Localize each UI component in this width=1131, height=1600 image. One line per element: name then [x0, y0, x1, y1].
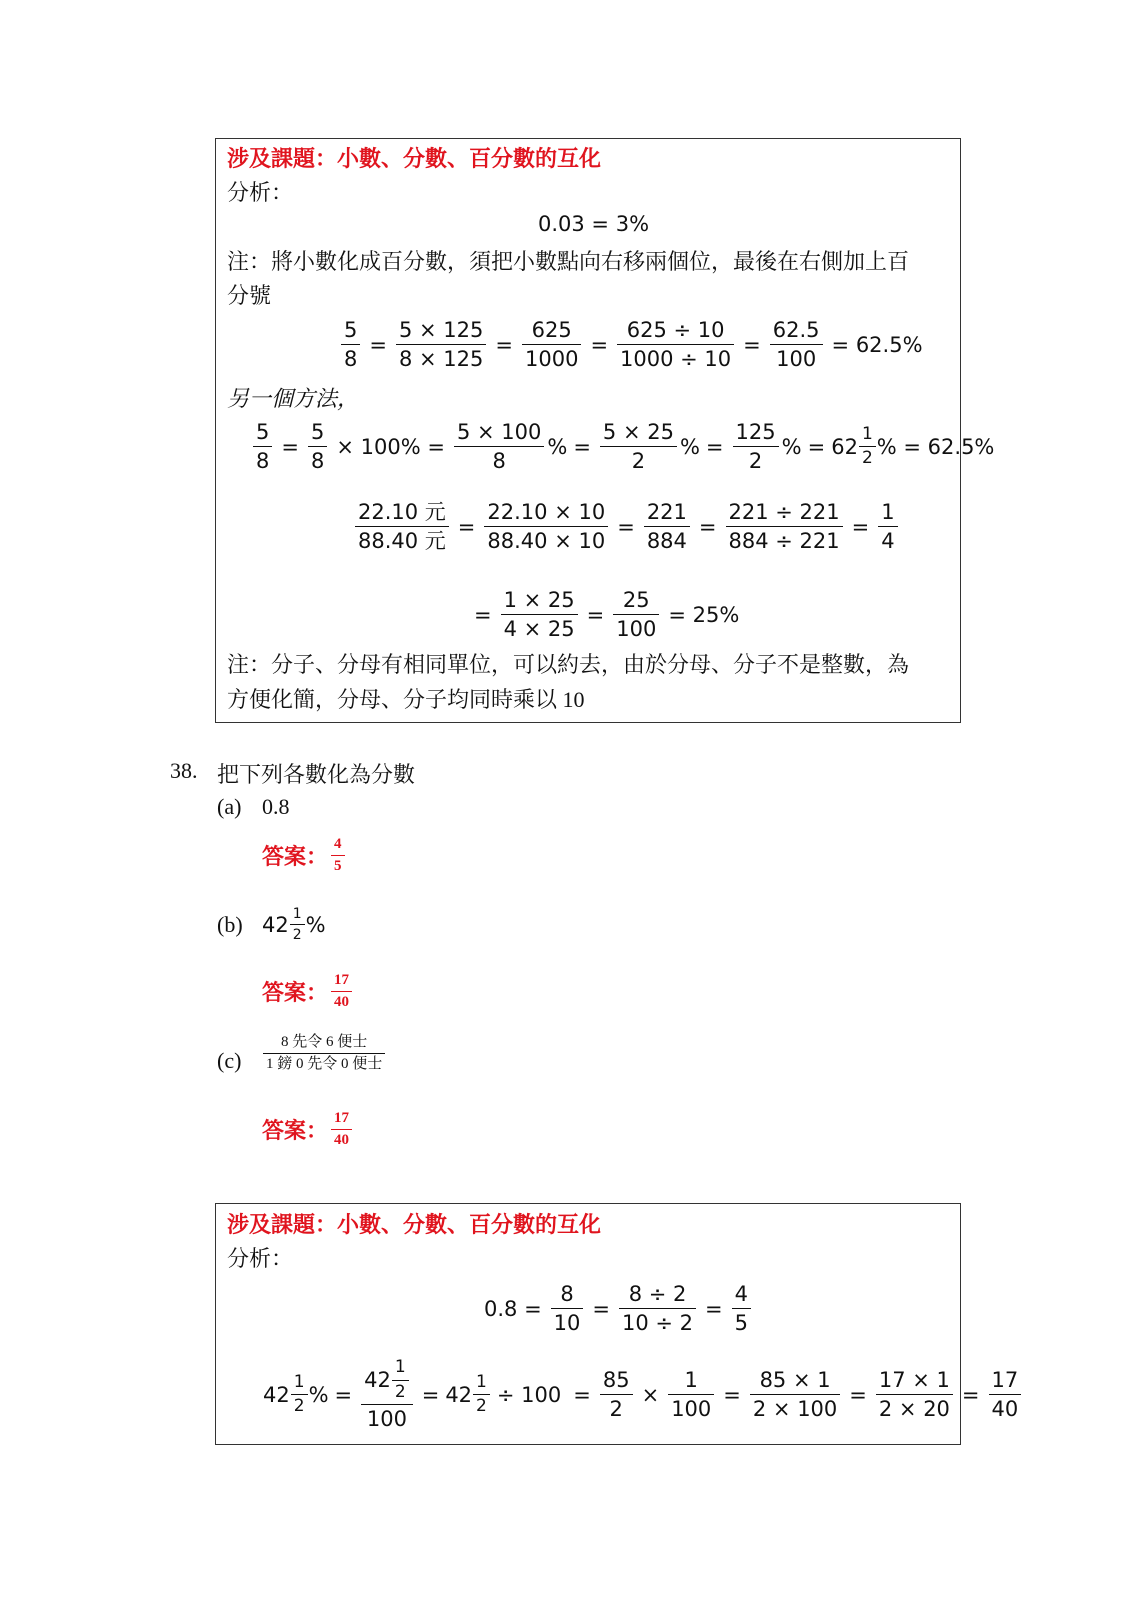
- question-number: 38.: [170, 758, 198, 783]
- equation-money-ratio-continued: = $\frac{1 \times 25}{4 \times 25}$ = $\frac{25}{100}$ = 25%: [474, 588, 740, 642]
- fraction: $\frac{62.5}{100}$: [770, 318, 823, 371]
- answer-b: 答案： $\frac{17}{40}$: [262, 972, 355, 1012]
- analysis-label-2: 分析：: [227, 1246, 294, 1271]
- note-1-line-2: 分號: [227, 283, 272, 308]
- answer-a: 答案： $\frac{4}{5}$: [262, 836, 348, 876]
- answer-c: 答案： $\frac{17}{40}$: [262, 1110, 355, 1150]
- fraction: $\frac{5}{8}$: [253, 420, 272, 473]
- part-a-label: (a): [217, 794, 242, 819]
- note-2-line-1: 注：分子、分母有相同單位，可以約去，由於分母、分子不是整數，為: [227, 652, 910, 677]
- fraction: $\frac{5}{8}$: [308, 420, 327, 473]
- equation-percent-to-fraction: 42 $\frac{1}{2}$ % = 42 $\frac{1}{2}$ 100 = 42 $\frac{1}{2}$ ÷ 100 = $\frac{85}{2}$ × $\frac{1}{100}$ = $\frac{85 \times 1}{2 \times 100}$ = $\frac{17 \times 1}{2 \times 20}$ = $\frac{17}{40}$: [263, 1358, 1024, 1431]
- note-2-line-2: 方便化簡，分母、分子均同時乘以 10: [227, 687, 585, 712]
- fraction: $\frac{625 \div 10}{1000 \div 10}$: [617, 318, 734, 371]
- part-c-value: $\frac{\text{8 先令 6 便士}}{\text{1 鎊 0 先令 0 便士}}$: [260, 1034, 388, 1074]
- topic-heading-1: 涉及課題：小數、分數、百分數的互化: [227, 146, 602, 171]
- part-a-value: 0.8: [262, 794, 290, 819]
- fraction: $\frac{5 \times 25}{2}$: [600, 420, 677, 473]
- question-prompt: 把下列各數化為分數: [217, 762, 416, 787]
- part-c-label: (c): [217, 1048, 242, 1073]
- fraction: $\frac{25}{100}$: [613, 588, 659, 641]
- fraction: $\frac{125}{2}$: [733, 420, 779, 473]
- fraction: $\frac{22.10 \times 10}{88.40 \times 10}$: [484, 500, 608, 553]
- note-1-line-1: 注：將小數化成百分數，須把小數點向右移兩個位，最後在右側加上百: [227, 249, 910, 274]
- fraction: $\frac{625}{1000}$: [522, 318, 581, 371]
- equation-fraction-to-percent-2: $\frac{5}{8}$ = $\frac{5}{8}$ × 100% = $\frac{5 \times 100}{8}$ % = $\frac{5 \times 25}{2}$ % = $\frac{125}{2}$ % = 62 $\frac{1}{2}$ % = 62.5%: [250, 420, 994, 473]
- equation-decimal-to-fraction: 0.8 = $\frac{8}{10}$ = $\frac{8 \div 2}{10 \div 2}$ = $\frac{4}{5}$: [478, 1282, 754, 1335]
- fraction: $\frac{1}{4}$: [878, 500, 897, 553]
- fraction: $\frac{5 \times 100}{8}$: [454, 420, 544, 473]
- equation-money-ratio: $\frac{\text{22.10 元}}{\text{88.40 元}}$ = $\frac{22.10 \times 10}{88.40 \times 10}$ = $\frac{221}{884}$ = $\frac{221 \div 221}{884 \div 221}$ = $\frac{1}{4}$: [352, 500, 901, 553]
- fraction: $\frac{1 \times 25}{4 \times 25}$: [501, 588, 578, 641]
- fraction: $\frac{\text{22.10 元}}{\text{88.40 元}}$: [355, 500, 449, 553]
- fraction: $\frac{5}{8}$: [341, 318, 360, 371]
- equation-fraction-to-percent-1: $\frac{5}{8}$ = $\frac{5 \times 125}{8 \times 125}$ = $\frac{625}{1000}$ = $\frac{625 \div 10}{1000 \div 10}$ = $\frac{62.5}{100}$ = 62.5%: [338, 318, 929, 371]
- equation-decimal-to-percent: 0.03 = 3%: [538, 212, 650, 236]
- topic-heading-2: 涉及課題：小數、分數、百分數的互化: [227, 1212, 602, 1237]
- part-b-value: 42 $\frac{1}{2}$ %: [262, 906, 326, 944]
- alternative-method-label: 另一個方法，: [227, 386, 360, 411]
- fraction: $\frac{5 \times 125}{8 \times 125}$: [396, 318, 486, 371]
- part-b-label: (b): [217, 912, 243, 937]
- mixed-number: 62 $\frac{1}{2}$: [831, 425, 877, 469]
- analysis-label-1: 分析：: [227, 180, 294, 205]
- fraction: $\frac{221 \div 221}{884 \div 221}$: [726, 500, 843, 553]
- fraction: $\frac{221}{884}$: [644, 500, 690, 553]
